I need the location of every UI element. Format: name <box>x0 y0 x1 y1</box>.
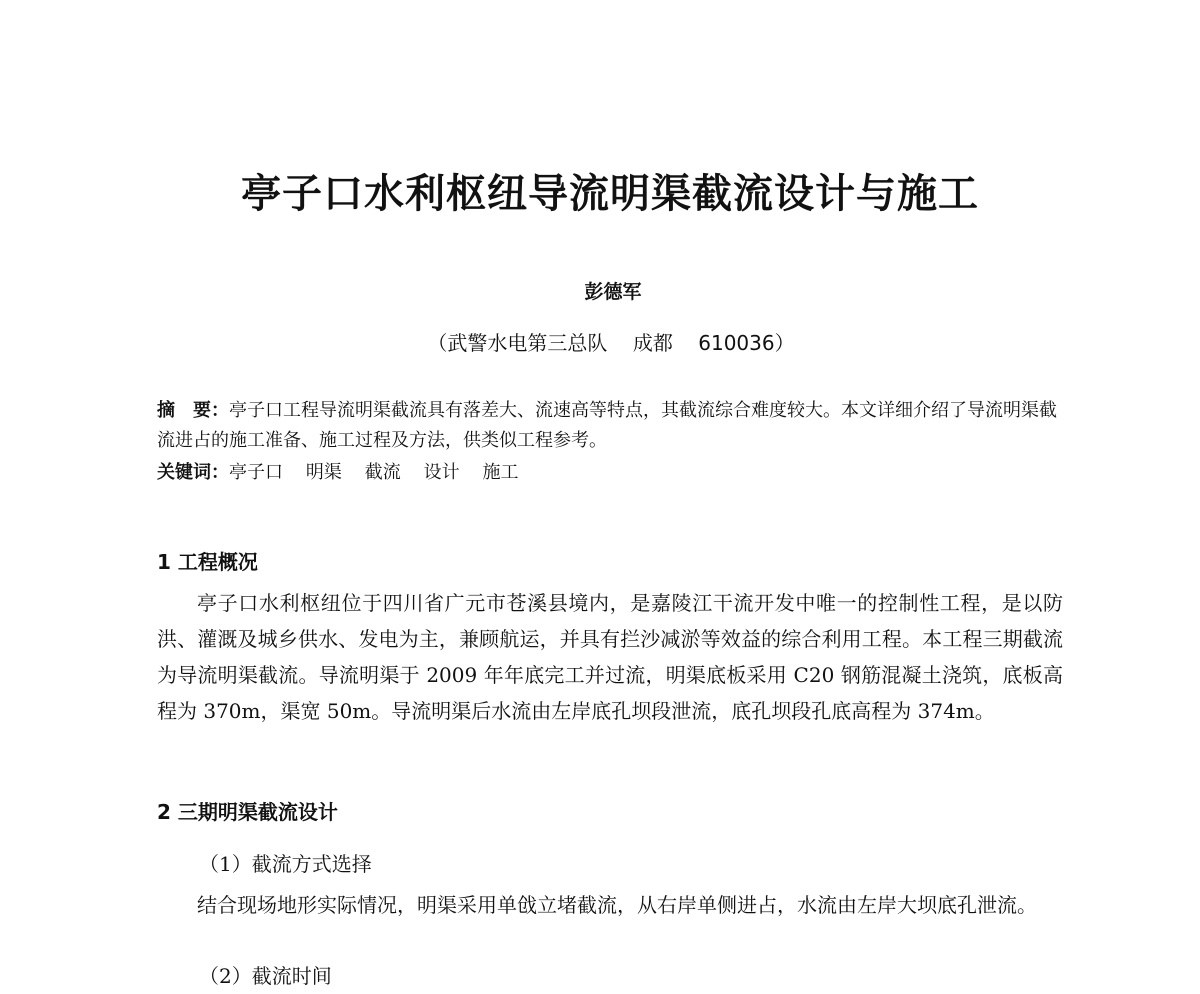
section-1-paragraph: 亭子口水利枢纽位于四川省广元市苍溪县境内，是嘉陵江干流开发中唯一的控制性工程，是以防洪、灌溉及城乡供水、发电为主，兼顾航运，并具有拦沙减淤等效益的综合利用工程。本工程三期截流为导流明渠截流。导流明渠于 2009 年年底完工并过流，明渠底板采用 C20 钢筋混凝土浇筑，底板高程为 370m，渠宽 50m。导流明渠后水流由左岸底孔坝段泄流，底孔坝段孔底高程为 374m。 <box>157 591 1063 723</box>
subsection-2-1-paragraph: 结合现场地形实际情况，明渠采用单戗立堵截流，从右岸单侧进占，水流由左岸大坝底孔泄流。 <box>197 893 1037 917</box>
subsection-heading-2-2: （2）截流时间 <box>199 964 332 988</box>
keywords <box>157 458 1067 488</box>
keywords-label: 关键词： <box>157 462 229 483</box>
abstract <box>157 396 1067 456</box>
keywords-text: 亭子口 明渠 截流 设计 施工 <box>229 462 519 483</box>
abstract-label: 摘 要： <box>157 400 229 421</box>
abstract-text: 亭子口工程导流明渠截流具有落差大、流速高等特点，其截流综合难度较大。本文详细介绍了导流明渠截流进占的施工准备、施工过程及方法，供类似工程参考。 <box>157 400 1057 451</box>
paper-title: 亭子口水利枢纽导流明渠截流设计与施工 <box>241 170 979 217</box>
section-heading-2: 2 三期明渠截流设计 <box>157 800 338 824</box>
author-affiliation: （武警水电第三总队 成都 610036） <box>427 331 795 355</box>
section-heading-1: 1 工程概况 <box>157 550 258 574</box>
author-name: 彭德军 <box>584 281 642 303</box>
subsection-heading-2-1: （1）截流方式选择 <box>199 852 372 876</box>
